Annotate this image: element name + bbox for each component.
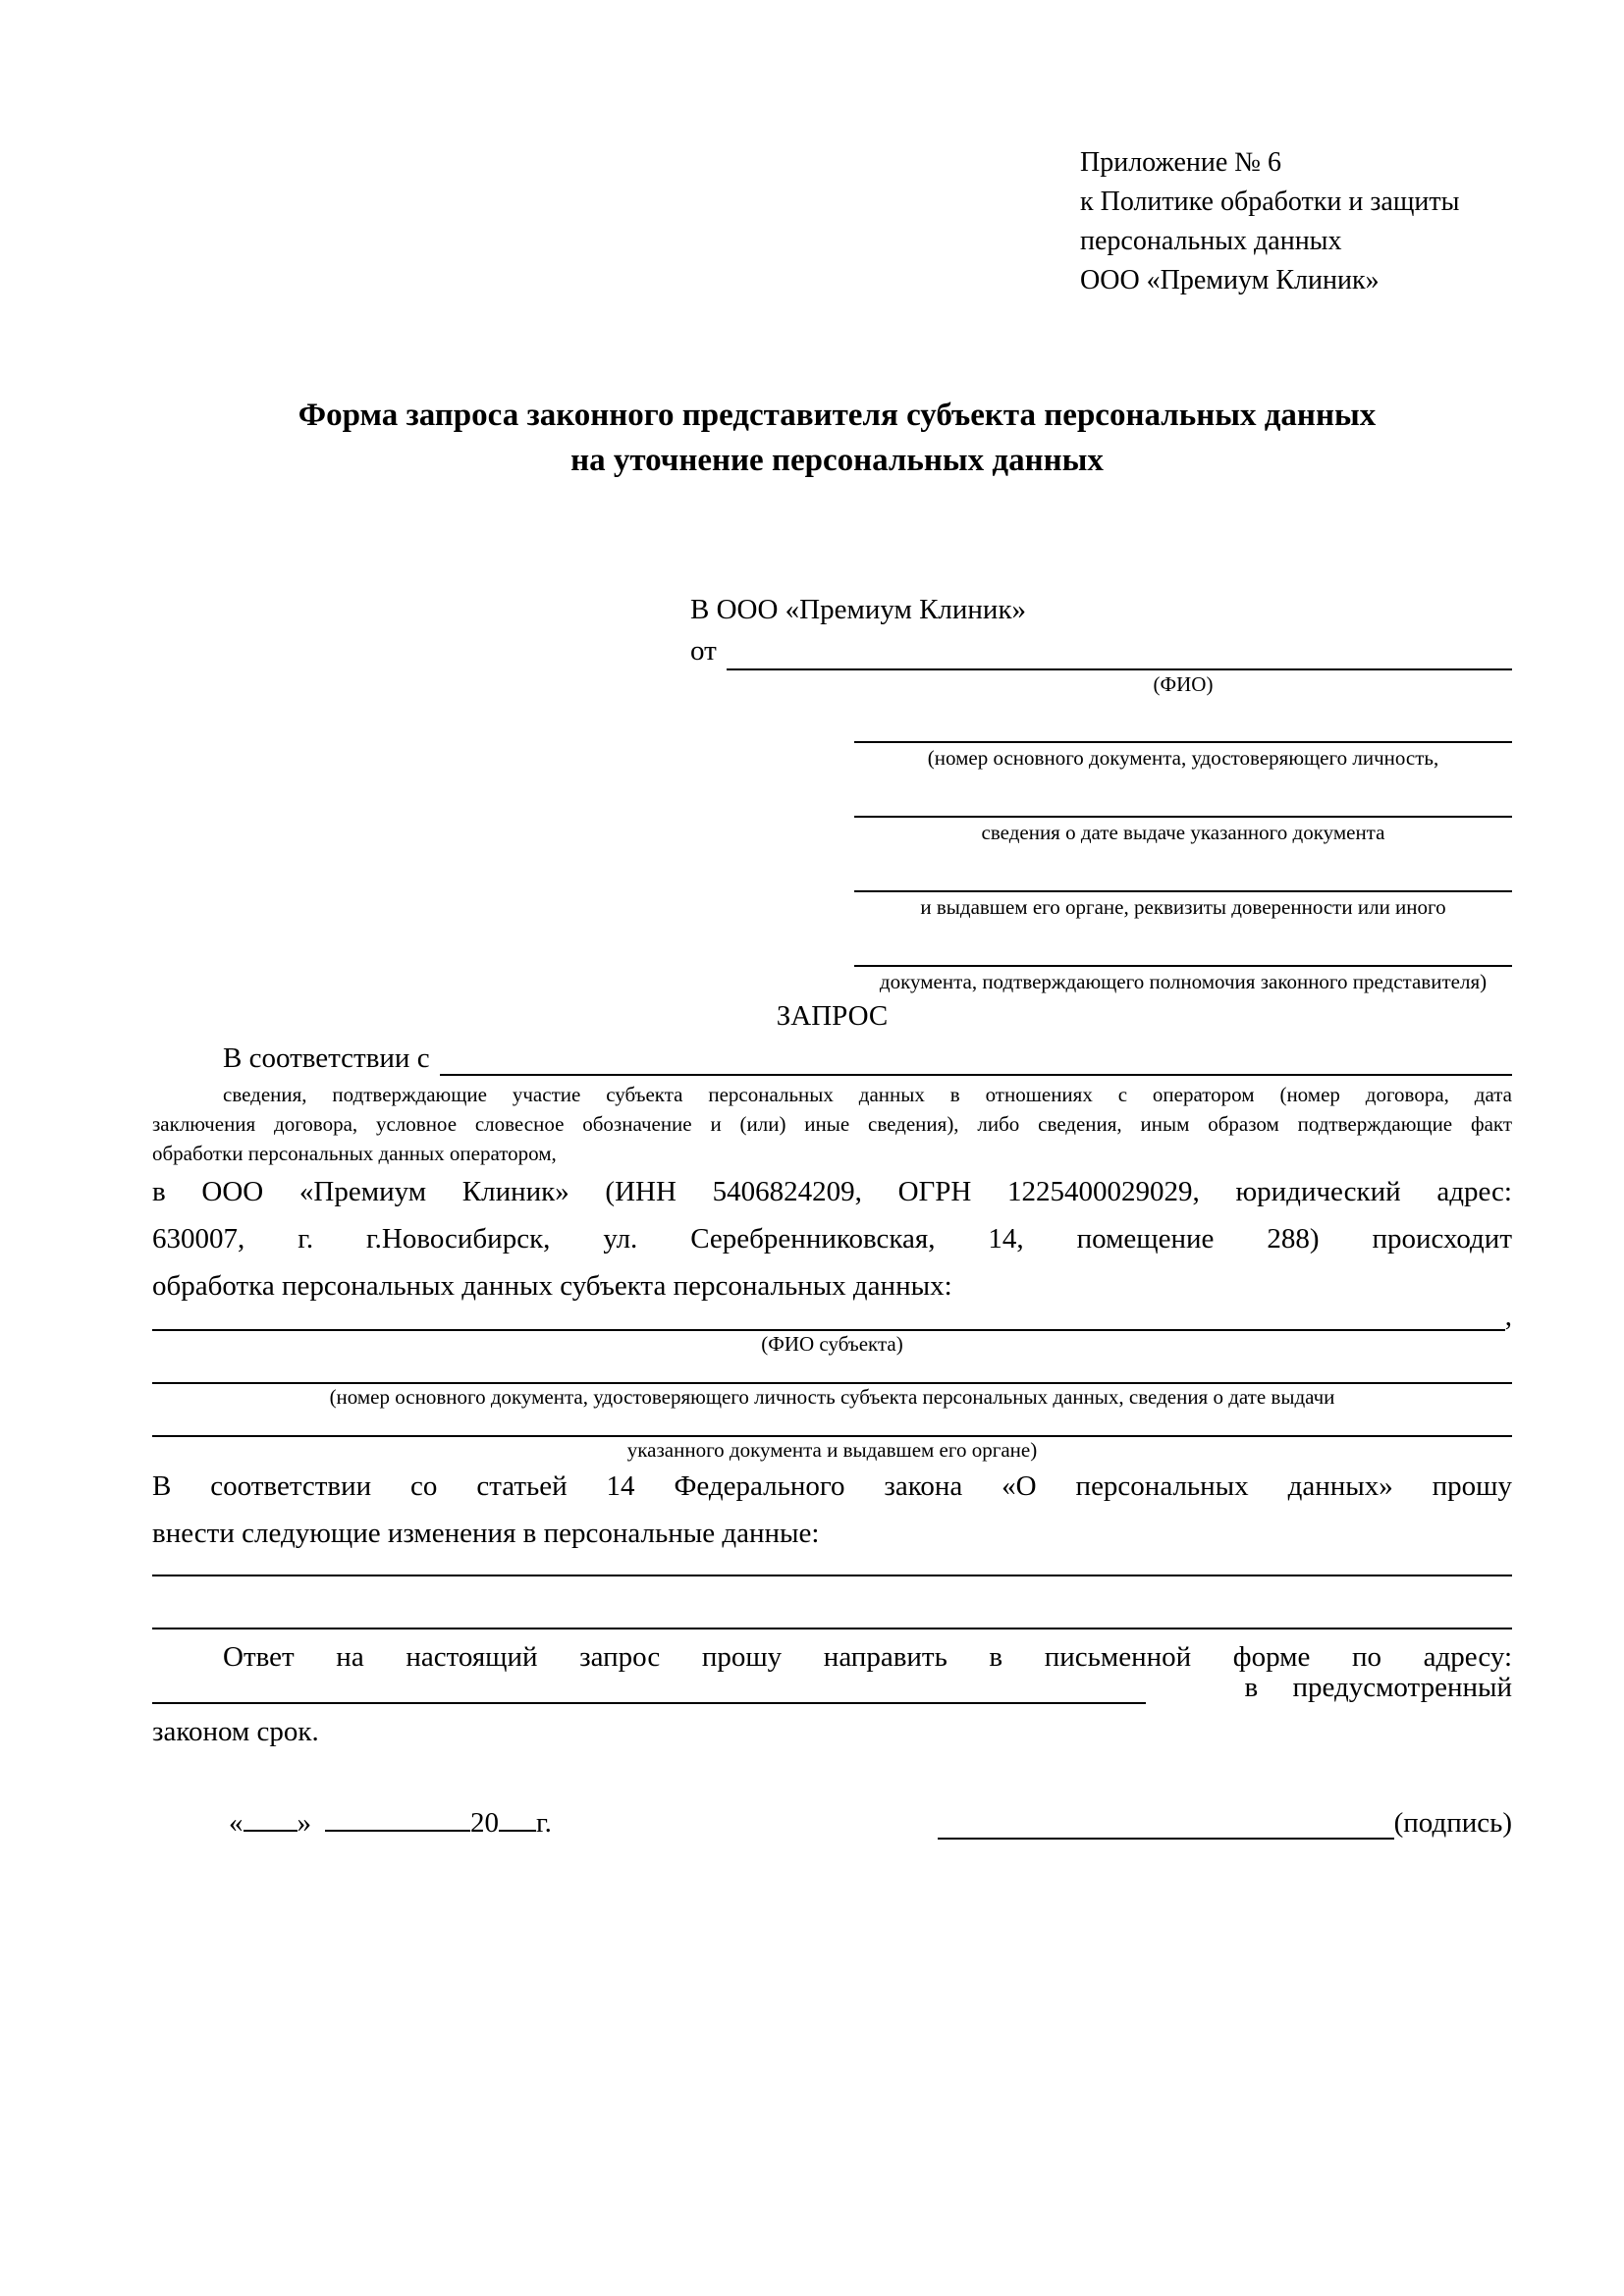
issuer-field-row xyxy=(854,847,1512,922)
article-paragraph-line: В соответствии со статьей 14 Федерального закона «О персональных данных» прошу xyxy=(152,1470,1512,1502)
issuer-field-line xyxy=(854,847,1512,892)
signature-caption: (подпись) xyxy=(1393,1807,1512,1839)
basis-fine-print xyxy=(152,1080,1512,1168)
subject-fio-field-row xyxy=(152,1301,1512,1332)
issue-date-field-row xyxy=(854,773,1512,847)
address-field-line xyxy=(152,1677,1146,1704)
from-label: от xyxy=(690,635,717,667)
subject-doc-field-line xyxy=(152,1357,1512,1384)
document-title xyxy=(152,393,1522,483)
signature-field xyxy=(938,1806,1512,1840)
appendix-line: к Политике обработки и защиты xyxy=(1080,187,1460,217)
article-paragraph-line: внести следующие изменения в персональные данные: xyxy=(152,1518,820,1549)
fine-print-line: заключения договора, условное словесное обозначение и (или) иные сведения), либо сведения, иным образом подтверждающие факт xyxy=(152,1112,1512,1136)
basis-prefix: В соответствии с xyxy=(223,1042,430,1074)
date-quote-open: « xyxy=(229,1807,244,1839)
addressee-to: В ООО «Премиум Клиник» xyxy=(690,594,1027,625)
subject-fio-caption: (ФИО субъекта) xyxy=(761,1332,903,1356)
identity-field-row xyxy=(854,698,1512,773)
request-body xyxy=(152,999,1512,1840)
appendix-line: персональных данных xyxy=(1080,226,1342,256)
operator-paragraph-line: 630007, г. г.Новосибирск, ул. Серебренниковская, 14, помещение 288) происходит xyxy=(152,1223,1512,1255)
authority-doc-field-line xyxy=(854,922,1512,967)
signature-field-line xyxy=(938,1806,1394,1840)
subject-doc-caption: (номер основного документа, удостоверяющего личность субъекта персональных данных, сведения о дате выдачи xyxy=(329,1385,1335,1409)
operator-paragraph-line: обработка персональных данных субъекта персональных данных: xyxy=(152,1270,952,1302)
date-quote-close: » xyxy=(297,1807,311,1839)
document-title-line1: Форма запроса законного представителя субъекта персональных данных xyxy=(298,398,1377,433)
date-month-field-line xyxy=(325,1829,470,1832)
appendix-block xyxy=(1080,143,1459,300)
changes-field-line-2 xyxy=(152,1576,1512,1629)
subject-doc-issuer-caption: указанного документа и выдавшем его органе) xyxy=(626,1438,1038,1462)
authority-doc-field-caption: документа, подтверждающего полномочия законного представителя) xyxy=(879,970,1488,993)
authority-doc-field-row xyxy=(854,922,1512,996)
appendix-line: ООО «Премиум Клиник» xyxy=(1080,265,1380,295)
fine-print-line: сведения, подтверждающие участие субъекта персональных данных в отношениях с оператором (номер договора, дата xyxy=(223,1083,1512,1106)
addressee-block xyxy=(690,592,1512,996)
date-year-field-line xyxy=(499,1829,536,1832)
changes-field-line-1 xyxy=(152,1557,1512,1576)
answer-paragraph-line1: Ответ на настоящий запрос прошу направить в письменной форме по адресу: xyxy=(223,1641,1512,1673)
date-year-prefix: 20 xyxy=(470,1807,499,1839)
issuer-field-caption: и выдавшем его органе, реквизиты доверенности или иного xyxy=(920,895,1446,919)
fine-print-line: обработки персональных данных оператором, xyxy=(152,1142,557,1165)
identity-field-line xyxy=(854,698,1512,743)
subject-fio-field-line xyxy=(152,1309,1505,1331)
footer-row xyxy=(152,1806,1512,1840)
fio-field-line xyxy=(727,627,1512,670)
from-row xyxy=(690,627,1512,670)
appendix-line: Приложение № 6 xyxy=(1080,147,1281,178)
date-day-field-line xyxy=(244,1829,298,1832)
date-field xyxy=(229,1806,552,1840)
identity-field-caption: (номер основного документа, удостоверяющего личность, xyxy=(927,746,1439,770)
answer-paragraph-tail: законом срок. xyxy=(152,1716,319,1747)
subject-doc-issuer-field-line xyxy=(152,1410,1512,1437)
date-year-suffix: г. xyxy=(536,1807,552,1839)
basis-field-line xyxy=(440,1039,1512,1076)
issue-date-field-line xyxy=(854,773,1512,818)
trailing-comma: , xyxy=(1504,1301,1512,1332)
article-paragraph xyxy=(152,1463,1512,1557)
answer-address-row xyxy=(152,1672,1512,1704)
answer-paragraph-suffix: в предусмотренный xyxy=(1244,1672,1512,1703)
issue-date-field-caption: сведения о дате выдаче указанного документа xyxy=(981,821,1385,844)
operator-paragraph-line: в ООО «Премиум Клиник» (ИНН 5406824209, ОГРН 1225400029029, юридический адрес: xyxy=(152,1176,1512,1207)
request-heading: ЗАПРОС xyxy=(776,1000,889,1032)
fio-caption: (ФИО) xyxy=(1153,672,1214,696)
basis-row xyxy=(152,1039,1512,1076)
document-title-line2: на уточнение персональных данных xyxy=(570,443,1104,478)
operator-paragraph xyxy=(152,1168,1512,1309)
